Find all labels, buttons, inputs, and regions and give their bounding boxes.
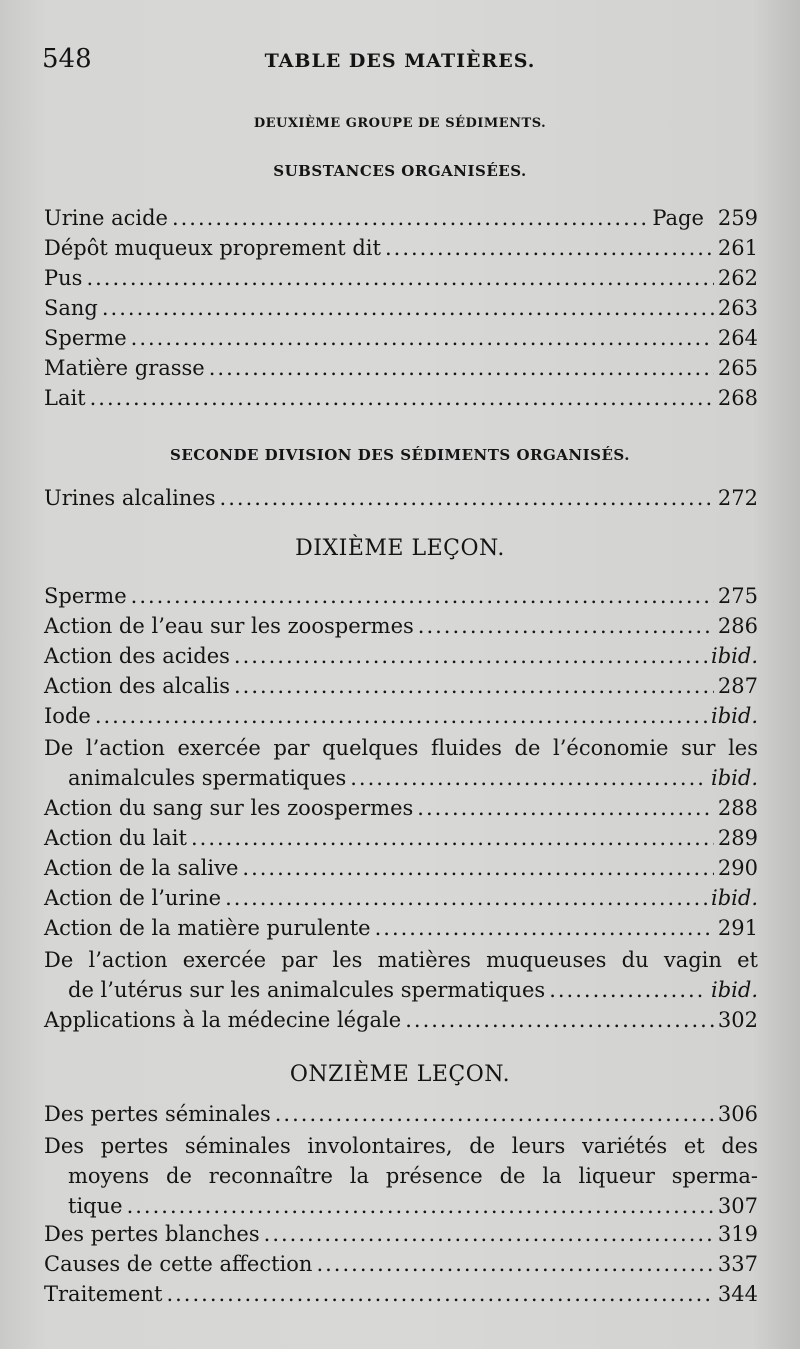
toc-entry[interactable] (44, 1222, 758, 1252)
entry-label: Sang (44, 296, 98, 320)
leader-dots (264, 1222, 714, 1246)
entry-page: ibid. (711, 978, 758, 1002)
leader-dots (86, 266, 713, 290)
entry-page: 268 (717, 386, 758, 410)
entry-label: Causes de cette affection (44, 1252, 313, 1276)
entry-page: 259 (717, 206, 758, 230)
toc-entry[interactable] (68, 978, 758, 1008)
entry-label: Matière grasse (44, 356, 205, 380)
leader-dots (90, 386, 714, 410)
entry-label: Action du lait (44, 826, 187, 850)
toc-entry[interactable] (44, 614, 758, 644)
lecon-heading: ONZIÈME LEÇON. (289, 1062, 511, 1087)
leader-dots (549, 978, 707, 1002)
entry-label: Action de l’urine (44, 886, 222, 910)
entry-page: ibid. (711, 704, 758, 728)
entry-page: 287 (717, 674, 758, 698)
entry-page: 291 (717, 916, 758, 940)
toc-entry[interactable] (44, 206, 758, 236)
toc-entry[interactable] (44, 826, 758, 856)
leader-dots (172, 206, 648, 230)
toc-entry[interactable] (44, 856, 758, 886)
entry-page: 261 (717, 236, 758, 260)
entry-page: 263 (717, 296, 758, 320)
entry-label: Urine acide (44, 206, 168, 230)
toc-entry[interactable] (44, 1282, 758, 1312)
entry-label: Action du sang sur les zoospermes (44, 796, 414, 820)
leader-dots (375, 916, 714, 940)
entry-label: Action de la matière purulente (44, 916, 371, 940)
leader-dots (242, 856, 714, 880)
toc-entry[interactable] (44, 386, 758, 416)
entry-label: de l’utérus sur les animalcules spermatiques (68, 978, 546, 1002)
entry-label: tique (68, 1194, 123, 1218)
entry-page: 265 (717, 356, 758, 380)
entry-page: 290 (717, 856, 758, 880)
entry-page: ibid. (711, 644, 758, 668)
entry-label: Iode (44, 704, 91, 728)
leader-dots (234, 644, 707, 668)
toc-entry[interactable] (44, 796, 758, 826)
toc-entry[interactable] (44, 266, 758, 296)
leader-dots (131, 326, 714, 350)
entry-text-line: Des pertes séminales involontaires, de leurs variétés et des (44, 1134, 758, 1158)
leader-dots (385, 236, 714, 260)
entry-page: ibid. (711, 886, 758, 910)
toc-entry[interactable] (44, 1252, 758, 1282)
leader-dots (234, 674, 714, 698)
entry-page: ibid. (711, 766, 758, 790)
entry-label: Action de l’eau sur les zoospermes (44, 614, 414, 638)
entry-page: 344 (717, 1282, 758, 1306)
entry-page: 262 (717, 266, 758, 290)
entry-label: Action des alcalis (44, 674, 230, 698)
entry-page: 319 (717, 1222, 758, 1246)
entry-label: Traitement (44, 1282, 163, 1306)
entry-label: Urines alcalines (44, 486, 216, 510)
toc-entry[interactable] (44, 674, 758, 704)
entry-page: 302 (717, 1008, 758, 1032)
toc-entry[interactable] (44, 644, 758, 674)
entry-page: 306 (717, 1102, 758, 1126)
entry-page: 272 (717, 486, 758, 510)
division-heading: SECONDE DIVISION DES SÉDIMENTS ORGANISÉS. (170, 446, 630, 464)
leader-dots (418, 614, 714, 638)
subsection-heading: SUBSTANCES ORGANISÉES. (273, 162, 527, 180)
toc-entry[interactable] (44, 296, 758, 326)
entry-page: 275 (717, 584, 758, 608)
entry-label: Lait (44, 386, 86, 410)
leader-dots (209, 356, 714, 380)
entry-label: Action de la salive (44, 856, 239, 880)
leader-dots (405, 1008, 714, 1032)
toc-entry[interactable] (44, 1102, 758, 1132)
leader-dots (102, 296, 714, 320)
toc-entry[interactable] (44, 584, 758, 614)
leader-dots (225, 886, 707, 910)
entry-text-line: moyens de reconnaître la présence de la liqueur sperma- (68, 1164, 758, 1188)
leader-dots (350, 766, 707, 790)
toc-entry[interactable] (68, 766, 758, 796)
leader-dots (417, 796, 714, 820)
toc-entry[interactable] (44, 326, 758, 356)
entry-label: Applications à la médecine légale (44, 1008, 402, 1032)
group-heading: DEUXIÈME GROUPE DE SÉDIMENTS. (253, 116, 547, 131)
leader-dots (131, 584, 714, 608)
entry-page: 289 (717, 826, 758, 850)
leader-dots (316, 1252, 713, 1276)
entry-label: Action des acides (44, 644, 230, 668)
leader-dots (191, 826, 714, 850)
leader-dots (220, 486, 714, 510)
leader-dots (166, 1282, 713, 1306)
lecon-heading: DIXIÈME LEÇON. (295, 536, 505, 561)
toc-entry[interactable] (44, 486, 758, 516)
entry-label: Sperme (44, 326, 127, 350)
toc-entry[interactable] (44, 916, 758, 946)
entry-label: Sperme (44, 584, 127, 608)
entry-text-line: De l’action exercée par quelques fluides de l’économie sur les (44, 736, 758, 760)
entry-page: 307 (717, 1194, 758, 1218)
toc-entry[interactable] (44, 236, 758, 266)
toc-entry[interactable] (68, 1194, 758, 1224)
page-number: 548 (42, 44, 92, 74)
toc-entry[interactable] (44, 1008, 758, 1038)
page-label: Page (652, 206, 704, 230)
entry-label: Pus (44, 266, 83, 290)
entry-label: Des pertes séminales (44, 1102, 271, 1126)
running-head: TABLE DES MATIÈRES. (264, 50, 536, 72)
entry-page: 264 (717, 326, 758, 350)
entry-page: 288 (717, 796, 758, 820)
entry-label: Dépôt muqueux proprement dit (44, 236, 381, 260)
entry-label: animalcules spermatiques (68, 766, 347, 790)
entry-page: 337 (717, 1252, 758, 1276)
entry-text-line: De l’action exercée par les matières muqueuses du vagin et (44, 948, 758, 972)
leader-dots (127, 1194, 714, 1218)
toc-entry[interactable] (44, 886, 758, 916)
toc-entry[interactable] (44, 704, 758, 734)
leader-dots (275, 1102, 714, 1126)
entry-label: Des pertes blanches (44, 1222, 260, 1246)
toc-entry[interactable] (44, 356, 758, 386)
entry-page: 286 (717, 614, 758, 638)
leader-dots (95, 704, 707, 728)
